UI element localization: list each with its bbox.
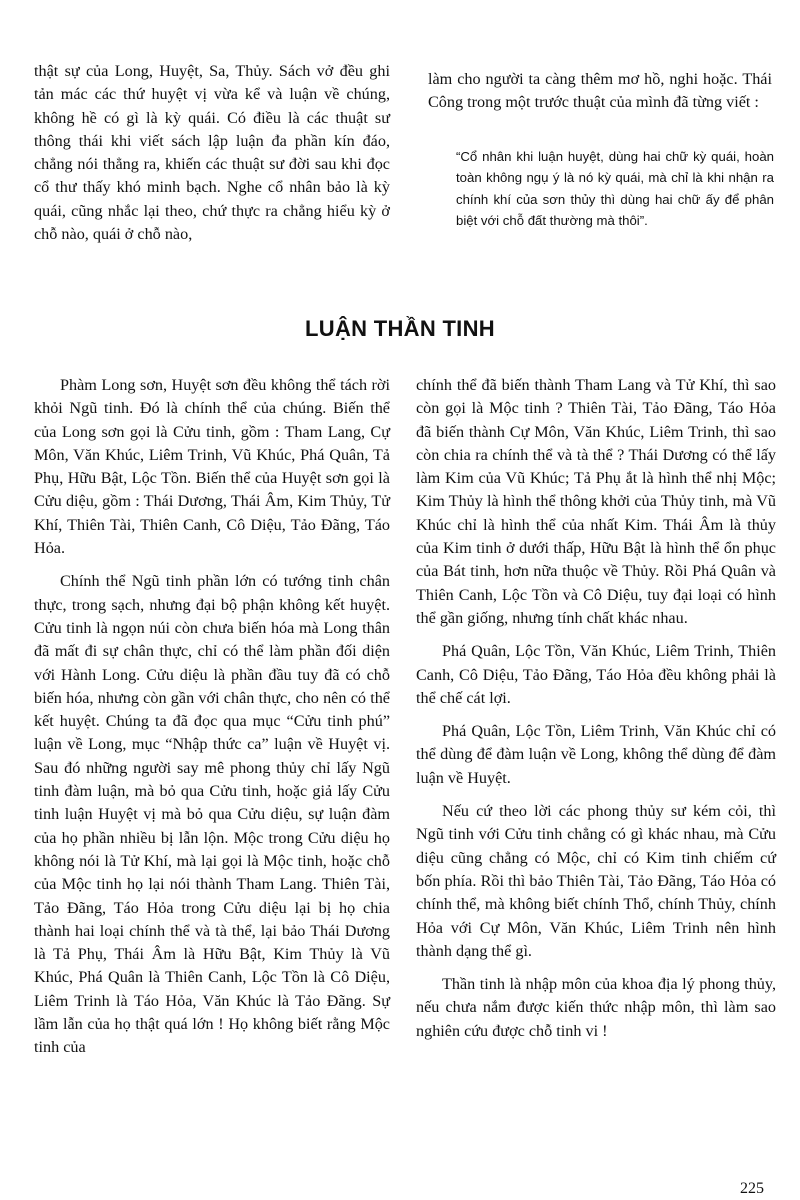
paragraph: Nếu cứ theo lời các phong thủy sư kém cỏi, thì Ngũ tinh với Cửu tinh chẳng có gì khác nhau, mà Cửu diệu cũng chẳng có Mộc, chỉ có Kim tinh chiếm cứ bốn phía. Rồi thì bảo Thiên Tài, Tảo Đãng, Táo Hỏa có chính thể, mà không biết chính Thổ, chính Thủy, chính Hỏa với Cự Môn, Văn Khúc, Liêm Trinh nên hình thành dạng thể gì. bbox=[416, 802, 776, 960]
page-number: 225 bbox=[740, 1180, 764, 1197]
paragraph: Phá Quân, Lộc Tồn, Liêm Trinh, Văn Khúc chỉ có thể dùng để đàm luận về Long, không thể dùng để đàm luận về Huyệt. bbox=[416, 722, 776, 787]
block-quote: “Cổ nhân khi luận huyệt, dùng hai chữ kỳ quái, hoàn toàn không ngụ ý là nó kỳ quái, mà chỉ là khi nhận ra chính khí của sơn thủy thì dùng hai chữ ấy để phân biệt với chỗ đất thường mà thôi”. bbox=[456, 149, 774, 229]
section-title: LUẬN THẦN TINH bbox=[305, 316, 495, 341]
paragraph: làm cho người ta càng thêm mơ hồ, nghi hoặc. Thái Công trong một trước thuật của mình đã từng viết : bbox=[428, 70, 772, 112]
body-left-column bbox=[34, 374, 390, 1070]
body-right-column bbox=[416, 374, 776, 1053]
paragraph: chính thể đã biến thành Tham Lang và Tử Khí, thì sao còn gọi là Mộc tinh ? Thiên Tài, Tảo Đãng, Táo Hỏa đã biến thành Cự Môn, Văn Khúc, Liêm Trinh, thì sao còn chia ra chính thể và tà thể ? Thái Dương có thể lấy làm Kim của Vũ Khúc; Tả Phụ ắt là hình thể nhị Mộc; Kim Thủy là hình thể thông khởi của Thủy tinh, mà Vũ Khúc chỉ là hình thể của nhất Kim. Thái Âm là thủy của Kim tinh ở dưới thấp, Hữu Bật là hình thể ổn phục của Bát tinh, hơn nữa thuộc về Thủy. Rồi Phá Quân và Thiên Canh, Lộc Tồn và Cô Diệu, tuy đại loại có hình thể gần giống, nhưng tính chất khác nhau. bbox=[416, 376, 776, 627]
paragraph: Phàm Long sơn, Huyệt sơn đều không thể tách rời khỏi Ngũ tinh. Đó là chính thể của chúng. Biến thể của Long sơn gọi là Cửu tinh, gồm : Tham Lang, Cự Môn, Văn Khúc, Liêm Trinh, Vũ Khúc, Phá Quân, Tả Phụ, Hữu Bật, Lộc Tồn. Biến thể của Huyệt sơn gọi là Cửu diệu, gồm : Thái Dương, Thái Âm, Kim Thủy, Tử Khí, Thiên Tài, Thiên Canh, Cô Diệu, Tảo Đãng, Táo Hỏa. bbox=[34, 376, 390, 558]
paragraph: Chính thể Ngũ tinh phần lớn có tướng tinh chân thực, trong sạch, nhưng đại bộ phận không kết huyệt. Cửu tinh là ngọn núi còn chưa biến hóa mà Long thân đã mất đi sự chân thực, chỉ có thể làm phần đối diện với Hành Long. Cửu diệu là phần đầu tuy đã có chỗ biến hóa, nhưng còn gần với chân thực, cho nên có thể kết huyệt. Chúng ta đã đọc qua mục “Cửu tinh phú” luận về Long, mục “Nhập thức ca” luận về Huyệt vị. Sau đó những người say mê phong thủy chỉ lấy Ngũ tinh đàm luận, mà bỏ qua Cửu tinh, hoặc giả lấy Cửu tinh luận Huyệt vị mà bỏ qua Cửu diệu, sự luận đàm của họ phần nhiều bị lẫn lộn. Mộc trong Cửu diệu họ không nói là Tử Khí, mà lại gọi là Mộc tinh, hoặc chỗ của Mộc tinh họ lại nói thành Tham Lang. Thiên Tài, Tảo Đãng, Táo Hỏa trong Cửu diệu lại bị họ chia thành hai loại chính thể và tà thể, lại bảo Thái Dương là Tả Phụ, Thái Âm là Hữu Bật, Kim Thủy là Vũ Khúc, Phá Quân là Thiên Canh, Lộc Tồn là Cô Diệu, Liêm Trinh là Táo Hỏa, Văn Khúc là Tảo Đãng. Sự lầm lẫn của họ thật quá lớn ! Họ không biết rằng Mộc tinh của bbox=[34, 572, 390, 1057]
top-left-column bbox=[34, 60, 390, 256]
paragraph: thật sự của Long, Huyệt, Sa, Thủy. Sách vở đều ghi tản mác các thứ huyệt vị vừa kể và luận về chúng, không hề có gì là kỳ quái. Có điều là các thuật sư thông thái khi viết sách lập luận đa phần kín đáo, chẳng nói thẳng ra, khiến các thuật sư đời sau khi đọc cổ thư thấy khó minh bạch. Nghe cổ nhân bảo là kỳ quái, cũng nhắc lại theo, chứ thực ra chẳng hiểu kỳ ở chỗ nào, quái ở chỗ nào, bbox=[34, 62, 390, 244]
paragraph: Thần tinh là nhập môn của khoa địa lý phong thủy, nếu chưa nắm được kiến thức nhập môn, thì làm sao nghiên cứu được chỗ tinh vi ! bbox=[416, 975, 776, 1040]
top-right-column bbox=[428, 68, 772, 125]
paragraph: Phá Quân, Lộc Tồn, Văn Khúc, Liêm Trinh, Thiên Canh, Cô Diệu, Tảo Đãng, Táo Hỏa đều không phải là thể chế cát lợi. bbox=[416, 642, 776, 707]
